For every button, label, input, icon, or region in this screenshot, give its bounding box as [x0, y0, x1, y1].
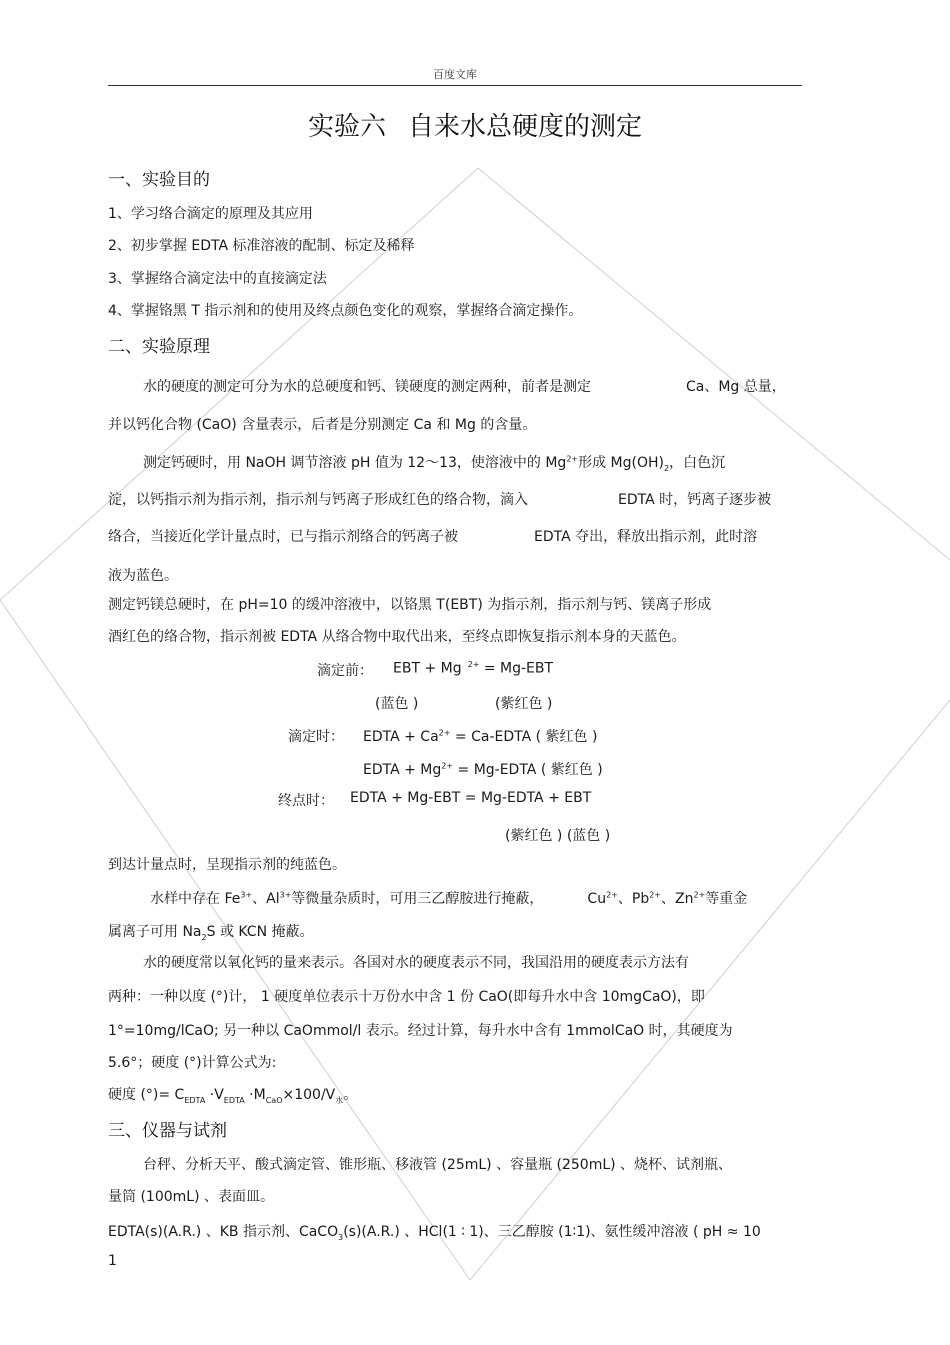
principle-text: 水的硬度的测定可分为水的总硬度和钙、镁硬度的测定两种，前者是测定	[143, 379, 591, 395]
body-text: 水的硬度常以氧化钙的量来表示。各国对水的硬度表示不同，我国沿用的硬度表示方法有	[143, 955, 689, 971]
principle-text: Ca、Mg 总量，	[686, 379, 786, 395]
title-right: 自来水总硬度的测定	[408, 112, 643, 142]
body-text: 水样中存在 $Fe^{3+}$、$Al^{3+}$等微量杂质时，可用三乙醇胺进行掩蔽， $Cu^{2+}$、$Pb^{2+}$、$Zn^{2+}$等重金	[150, 890, 748, 907]
principle-text: 并以钙化合物 (CaO) 含量表示，后者是分别测定 Ca 和 Mg 的含量。	[108, 417, 537, 433]
principle-text: 测定钙镁总硬时，在 pH=10 的缓冲溶液中，以铬黑 T(EBT) 为指示剂，指示剂与钙、镁离子形成	[108, 597, 712, 613]
header-rule	[108, 85, 802, 86]
principle-text: EDTA 时，钙离子逐步被	[618, 492, 772, 508]
principle-text: 络合，当接近化学计量点时，已与指示剂络合的钙离子被	[108, 529, 458, 545]
page-number: 1	[108, 1253, 117, 1269]
objective-item: 3、掌握络合滴定法中的直接滴定法	[108, 271, 327, 287]
title-left: 实验六	[307, 112, 386, 142]
objective-item: 4、掌握铬黑 T 指示剂和的使用及终点颜色变化的观察，掌握络合滴定操作。	[108, 303, 583, 319]
principle-text: 淀，以钙指示剂为指示剂，指示剂与钙离子形成红色的络合物，滴入	[108, 492, 528, 508]
equation-label: 滴定前：	[317, 663, 373, 679]
color-note: (紫红色 ) (蓝色 )	[505, 828, 611, 844]
equation: EBT + Mg $^{2+}$ = Mg-EBT	[393, 660, 554, 677]
equation: EDTA + Mg-EBT = Mg-EDTA + EBT	[350, 790, 592, 806]
document-title	[0, 106, 950, 143]
equation: EDTA + $Mg^{2+}$ = Mg-EDTA ( 紫红色 )	[363, 761, 603, 778]
equation-label: 终点时：	[278, 793, 334, 809]
section-heading-principle: 二、实验原理	[108, 337, 210, 357]
body-text: 5.6°；硬度 (°)计算公式为:	[108, 1055, 277, 1071]
reagents-text: EDTA(s)(A.R.) 、KB 指示剂、CaCO$_3$(s)(A.R.) 、HCl(1 ∶ 1)、三乙醇胺 (1∶1)、氨性缓冲溶液 ( pH ≈ 10	[108, 1224, 761, 1242]
section-heading-equipment: 三、仪器与试剂	[108, 1121, 227, 1141]
principle-text: 酒红色的络合物，指示剂被 EDTA 从络合物中取代出来，至终点即恢复指示剂本身的天蓝色。	[108, 629, 686, 645]
objective-item: 1、学习络合滴定的原理及其应用	[108, 206, 313, 222]
principle-text: 测定钙硬时，用 NaOH 调节溶液 pH 值为 12～13，使溶液中的 $Mg^{2+}$形成 $Mg(OH)_2$，白色沉	[143, 454, 726, 473]
body-text: 到达计量点时，呈现指示剂的纯蓝色。	[108, 857, 346, 873]
body-text: 属离子可用 $Na_2S$ 或 KCN 掩蔽。	[108, 924, 314, 942]
equipment-text: 台秤、分析天平、酸式滴定管、锥形瓶、移液管 (25mL) 、容量瓶 (250mL) 、烧杯、试剂瓶、	[143, 1157, 733, 1173]
principle-text: 液为蓝色。	[108, 568, 178, 584]
equation: EDTA + $Ca^{2+}$ = Ca-EDTA ( 紫红色 )	[363, 728, 598, 745]
color-note: (蓝色 )	[375, 696, 419, 712]
equipment-text: 量筒 (100mL) 、表面皿。	[108, 1189, 274, 1205]
principle-text: EDTA 夺出，释放出指示剂，此时溶	[534, 529, 758, 545]
color-note: (紫红色 )	[495, 696, 553, 712]
hardness-formula: 硬度 (°)= $C_{EDTA} \cdot V_{EDTA} \cdot M_{CaO}\times 100/V_水$。	[108, 1087, 358, 1105]
body-text: 1°=10mg/lCaO; 另一种以 CaOmmol/l 表示。经过计算，每升水中含有 1mmolCaO 时，其硬度为	[108, 1023, 733, 1039]
page-header: 百度文库	[433, 68, 477, 81]
objective-item: 2、初步掌握 EDTA 标准溶液的配制、标定及稀释	[108, 238, 415, 254]
body-text: 两种：一种以度 (°)计， 1 硬度单位表示十万份水中含 1 份 CaO(即每升水中含 10mgCaO)，即	[108, 989, 705, 1005]
equation-label: 滴定时：	[288, 729, 344, 745]
section-heading-objectives: 一、实验目的	[108, 170, 210, 190]
